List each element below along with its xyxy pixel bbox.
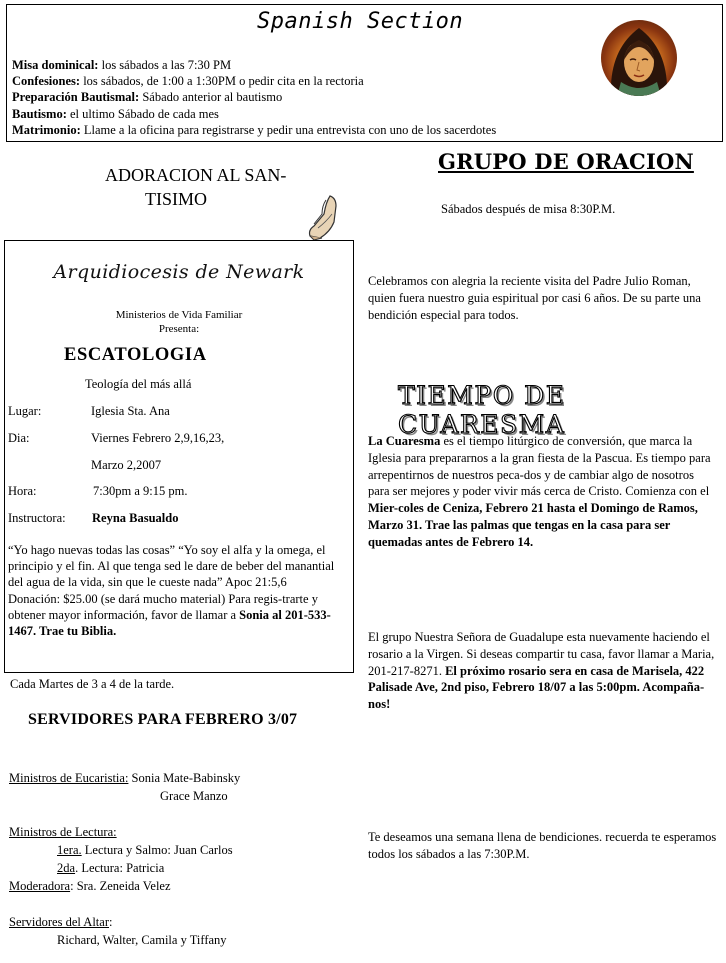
instructora-row: Instructora: Reyna Basualdo	[8, 511, 179, 525]
altar-heading: Servidores del Altar:	[9, 915, 113, 929]
schedule-lines	[12, 57, 496, 138]
archdiocese-title: Arquidiocesis de Newark	[53, 261, 305, 283]
schedule-line-misa: Misa dominical: los sábados a las 7:30 PM	[12, 58, 232, 72]
donacion-text: Donación: $25.00 (se dará mucho material) Para regis-trarte y obtener mayor información, favor de llamar a Sonia al 201-533-1467. Trae tu Biblia.	[8, 591, 331, 639]
escatologia-details: “Yo hago nuevas todas las cosas” “Yo soy el alfa y la omega, el principio y el fin. Al que tenga sed le dare de beber del manantial del agua de la vida, sin que le cueste nada” Apoc 21:5,6 Donación: $25.00 (se dará mucho material) Para regis-trarte y obtener mayor información, favor de llamar a Sonia al 201-533-1467. Trae tu Biblia.	[8, 542, 348, 639]
cuaresma-paragraph: La Cuaresma es el tiempo litúrgico de conversión, que marca la Iglesia para prepararnos a la gran fiesta de la Pascua. Es tiempo para arrepentirnos de nuestros peca-dos y de cambiar algo de nosotros para ser mejores y poder vivir más cerca de Cristo. Comienza con el Mier-coles de Ceniza, Febrero 21 hasta el Domingo de Ramos, Marzo 31. Trae las palmas que tengas en la casa para ser quemadas antes de Febrero 14.	[368, 434, 711, 549]
schedule-line-preparacion: Preparación Bautismal: Sábado anterior al bautismo	[12, 90, 283, 105]
ministerios-heading: Ministerios de Vida Familiar Presenta:	[115, 309, 243, 335]
visita-paragraph: Celebramos con alegria la reciente visita del Padre Julio Roman, quien fuera nuestro guia espiritual por casi 6 años. De su parte una bendición especial para todos.	[368, 274, 701, 322]
adoracion-heading: ADORACION AL SAN- TISIMO	[105, 165, 287, 209]
closing-paragraph: Te deseamos una semana llena de bendiciones. recuerda te esperamos todos los sábados a las 7:30P.M.	[368, 830, 717, 861]
grupo-oracion-heading: GRUPO DE ORACION	[438, 149, 694, 174]
hora-row: Hora: 7:30pm a 9:15 pm.	[8, 484, 188, 498]
cuaresma-heading: TIEMPO DE CUARESMA	[398, 381, 566, 439]
schedule-line-matrimonio: Matrimonio: Llame a la oficina para registrarse y pedir una entrevista con uno de los sacerdotes	[12, 122, 497, 137]
dia-row: Dia: Viernes Febrero 2,9,16,23,	[8, 431, 225, 445]
grupo-schedule: Sábados después de misa 8:30P.M.	[441, 202, 616, 216]
escatologia-flyer: Arquidiocesis de Newark Ministerios de Vida Familiar Presenta: ESCATOLOGIA Teología del más allá Lugar: Iglesia Sta. Ana Dia: Viernes Febrero 2,9,16,23, Marzo 2,2007 Hora: 7:30pm a 9:15 pm. Instructora: Reyna Basualdo “Yo hago nuevas todas las cosas” “Yo soy el alfa y la omega, el principio y el fin. Al que tenga sed le dare de beber del manantial del agua de la vida, sin que le cueste nada” Apoc 21:5,6 Donación: $25.00 (se dará mucho material) Para regis-trarte y obtener mayor información, favor de llamar a Sonia al 201-533-1467. Trae tu Biblia.	[4, 240, 354, 673]
lectura-line-1: 1era. Lectura y Salmo: Juan Carlos	[57, 843, 233, 857]
servidores-heading: SERVIDORES PARA FEBRERO 3/07	[28, 711, 298, 728]
guadalupe-paragraph: El grupo Nuestra Señora de Guadalupe esta nuevamente haciendo el rosario a la Virgen. Si deseas compartir tu casa, favor llamar a Maria, 201-217-8271. El próximo rosario sera en casa de Marisela, 422 Palisade Ave, 2nd piso, Febrero 18/07 a las 5:00pm. Acompaña-nos!	[368, 630, 715, 712]
lectura-heading: Ministros de Lectura:	[9, 825, 117, 839]
eucaristia-line: Ministros de Eucaristia: Sonia Mate-Babinsky	[9, 771, 241, 785]
eucaristia-line-2: Grace Manzo	[160, 789, 228, 803]
lectura-line-2: 2da. Lectura: Patricia	[57, 861, 165, 875]
altar-line: Richard, Walter, Camila y Tiffany	[57, 933, 227, 947]
virgin-of-guadalupe-image	[601, 20, 677, 96]
moderadora-line: Moderadora: Sra. Zeneida Velez	[9, 879, 171, 893]
schedule-line-confesiones: Confesiones: los sábados, de 1:00 a 1:30PM o pedir cita en la rectoria	[12, 74, 364, 89]
section-title: Spanish Section	[257, 9, 464, 34]
escatologia-title: ESCATOLOGIA	[64, 345, 207, 365]
schedule-line-bautismo: Bautismo: el ultimo Sábado de cada mes	[12, 106, 219, 121]
cada-martes-text: Cada Martes de 3 a 4 de la tarde.	[10, 677, 175, 691]
praying-hands-icon	[300, 192, 348, 240]
escatologia-subtitle: Teología del más allá	[85, 377, 192, 391]
lugar-row: Lugar: Iglesia Sta. Ana	[8, 404, 170, 418]
